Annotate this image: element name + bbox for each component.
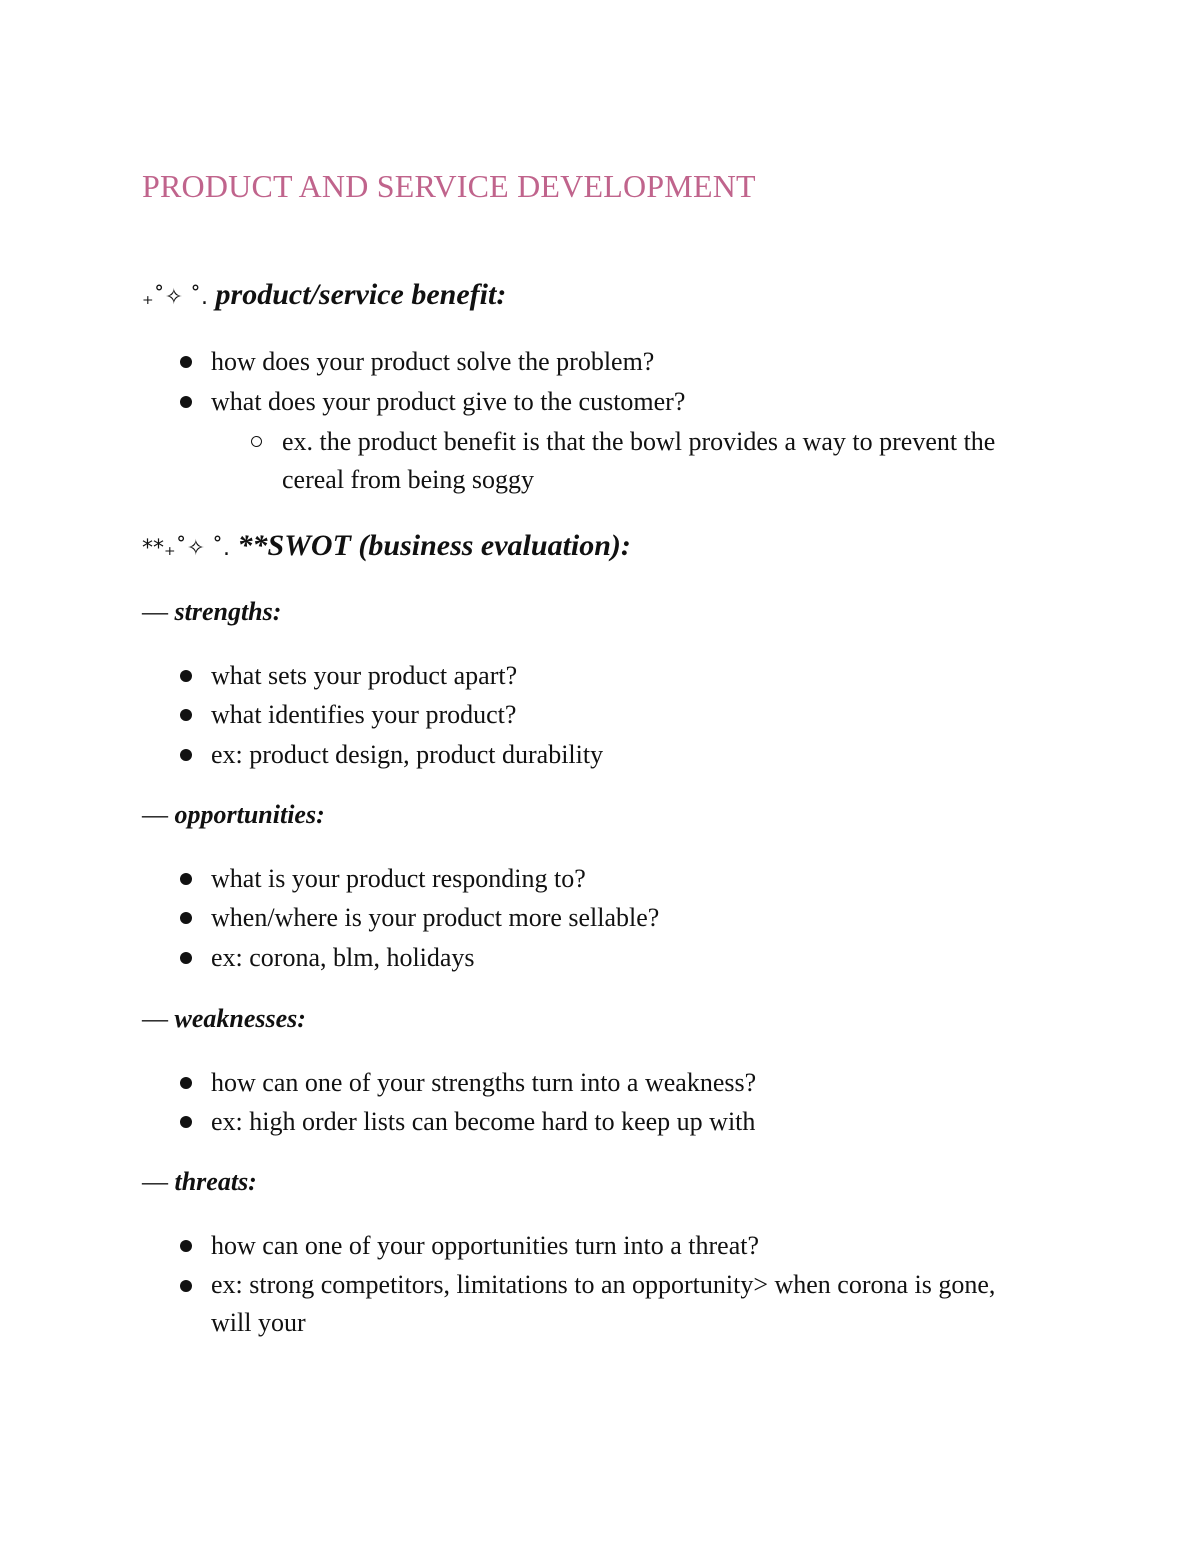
- em-dash: —: [142, 1004, 175, 1033]
- list-item: how does your product solve the problem?: [211, 347, 655, 376]
- bullet-dot: [180, 1280, 192, 1292]
- section-heading-swot: [142, 529, 631, 563]
- bullet-dot: [180, 356, 192, 368]
- section-heading-text: **SWOT (business evaluation):: [230, 529, 631, 562]
- em-dash: —: [142, 1167, 175, 1196]
- bullet-dot: [180, 670, 192, 682]
- subheading-weaknesses: [142, 1004, 306, 1034]
- subheading-threats: [142, 1167, 257, 1197]
- sparkle-decoration-icon: ₊˚✧ ˚.: [142, 285, 209, 310]
- sub-bullet-circle: [251, 436, 262, 447]
- list-item: ex: high order lists can become hard to keep up with: [211, 1107, 756, 1136]
- list-item: what sets your product apart?: [211, 661, 518, 690]
- bullet-dot: [180, 749, 192, 761]
- section-heading-product-benefit: [142, 278, 506, 312]
- bullet-dot: [180, 1240, 192, 1252]
- em-dash: —: [142, 800, 175, 829]
- list-item: ex: strong competitors, limitations to an opportunity> when corona is gone, will your: [211, 1270, 996, 1337]
- subheading-opportunities: [142, 800, 325, 830]
- bullet-dot: [180, 912, 192, 924]
- section-heading-text: product/service benefit:: [208, 278, 507, 311]
- list-item: ex: product design, product durability: [211, 740, 604, 769]
- bullet-dot: [180, 952, 192, 964]
- list-item: when/where is your product more sellable?: [211, 903, 660, 932]
- subheading-label: threats:: [174, 1167, 257, 1196]
- sub-list-item: ex. the product benefit is that the bowl provides a way to prevent the cereal from being soggy: [282, 427, 996, 494]
- bullet-dot: [180, 873, 192, 885]
- subheading-label: opportunities:: [174, 800, 325, 829]
- subheading-label: strengths:: [174, 597, 282, 626]
- sparkle-decoration-icon: **₊˚✧ ˚.: [142, 536, 231, 561]
- list-item: what identifies your product?: [211, 700, 517, 729]
- bullet-dot: [180, 709, 192, 721]
- list-item: what is your product responding to?: [211, 864, 586, 893]
- list-item: ex: corona, blm, holidays: [211, 943, 475, 972]
- bullet-dot: [180, 1077, 192, 1089]
- list-item: how can one of your strengths turn into a weakness?: [211, 1068, 757, 1097]
- bullet-dot: [180, 1116, 192, 1128]
- list-item: how can one of your opportunities turn into a threat?: [211, 1231, 760, 1260]
- page-title: PRODUCT AND SERVICE DEVELOPMENT: [142, 168, 756, 204]
- em-dash: —: [142, 597, 175, 626]
- list-item: what does your product give to the customer?: [211, 387, 686, 416]
- subheading-strengths: [142, 597, 281, 627]
- subheading-label: weaknesses:: [174, 1004, 306, 1033]
- bullet-dot: [180, 396, 192, 408]
